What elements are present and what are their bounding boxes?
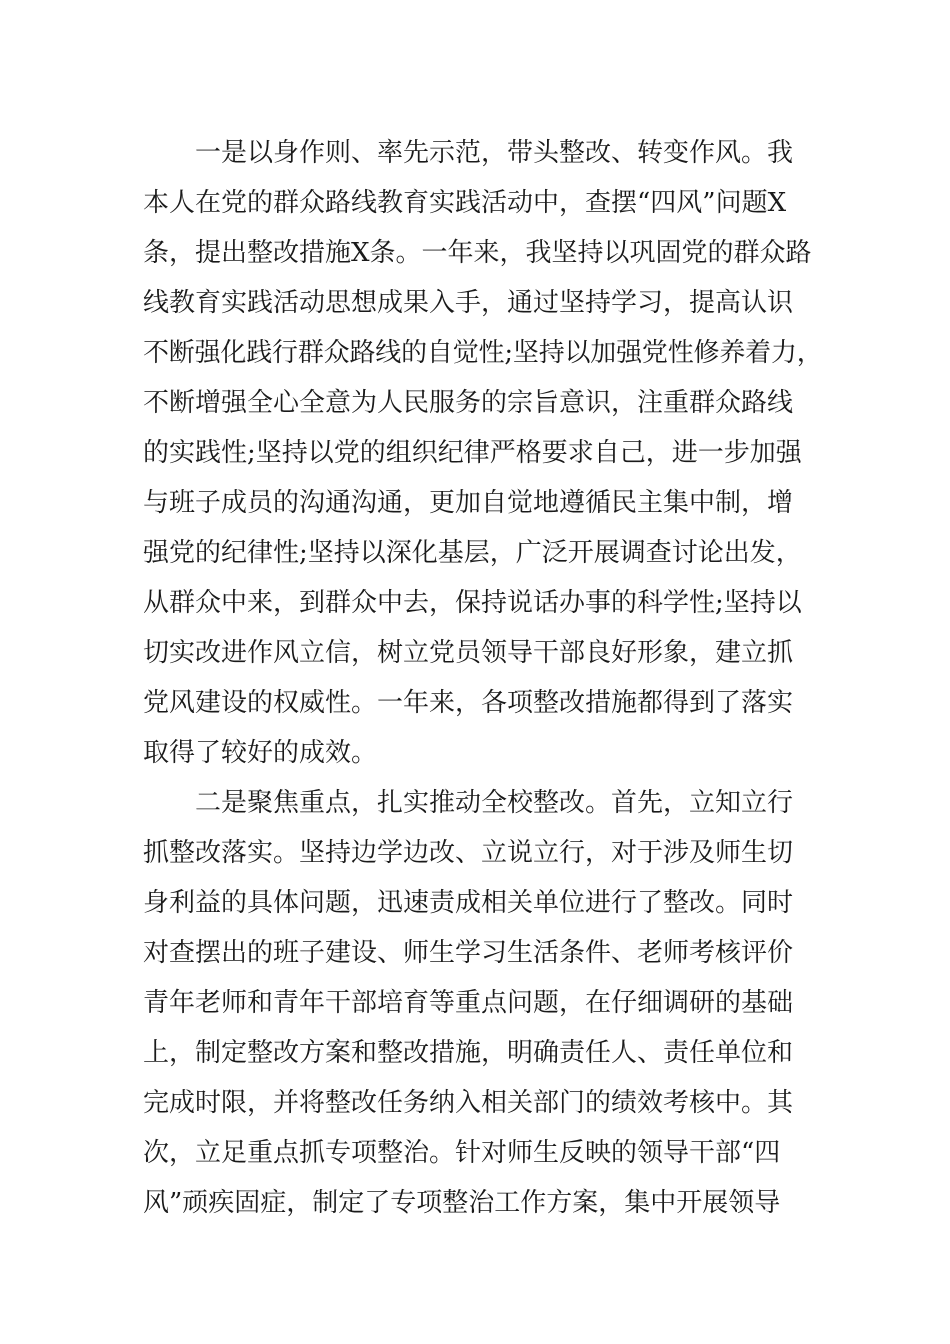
- text-line: 取得了较好的成效。: [143, 738, 378, 768]
- text-line: 一是以身作则、率先示范，带头整改、转变作风。我: [143, 138, 794, 168]
- text-line: 与班子成员的沟通沟通，更加自觉地遵循民主集中制，增: [143, 488, 794, 518]
- text-line: 线教育实践活动思想成果入手，通过坚持学习，提高认识: [143, 288, 794, 318]
- text-line: 完成时限，并将整改任务纳入相关部门的绩效考核中。其: [143, 1088, 794, 1118]
- text-line: 条，提出整改措施X条。一年来，我坚持以巩固党的群众路: [143, 238, 812, 268]
- text-line: 本人在党的群众路线教育实践活动中，查摆“四风”问题X: [143, 188, 787, 218]
- text-line: 从群众中来，到群众中去，保持说话办事的科学性;坚持以: [143, 588, 802, 618]
- text-line: 抓整改落实。坚持边学边改、立说立行，对于涉及师生切: [143, 838, 794, 868]
- paragraph-2: [143, 778, 823, 1228]
- text-line: 强党的纪律性;坚持以深化基层，广泛开展调查讨论出发，: [143, 538, 802, 568]
- text-line: 身利益的具体问题，迅速责成相关单位进行了整改。同时: [143, 888, 794, 918]
- text-line: 切实改进作风立信，树立党员领导干部良好形象，建立抓: [143, 638, 794, 668]
- text-line: 不断增强全心全意为人民服务的宗旨意识，注重群众路线: [143, 388, 794, 418]
- text-line: 不断强化践行群众路线的自觉性;坚持以加强党性修养着力，: [143, 338, 823, 368]
- text-line: 对查摆出的班子建设、师生学习生活条件、老师考核评价: [143, 938, 794, 968]
- text-line: 次，立足重点抓专项整治。针对师生反映的领导干部“四: [143, 1138, 781, 1168]
- text-line: 二是聚焦重点，扎实推动全校整改。首先，立知立行: [143, 788, 794, 818]
- text-line: 上，制定整改方案和整改措施，明确责任人、责任单位和: [143, 1038, 794, 1068]
- text-line: 党风建设的权威性。一年来，各项整改措施都得到了落实: [143, 688, 794, 718]
- text-line: 的实践性;坚持以党的组织纪律严格要求自己，进一步加强: [143, 438, 802, 468]
- text-line: 风”顽疾固症，制定了专项整治工作方案，集中开展领导: [143, 1188, 781, 1218]
- paragraph-1: [143, 128, 823, 778]
- text-line: 青年老师和青年干部培育等重点问题，在仔细调研的基础: [143, 988, 794, 1018]
- document-body: [143, 128, 823, 1228]
